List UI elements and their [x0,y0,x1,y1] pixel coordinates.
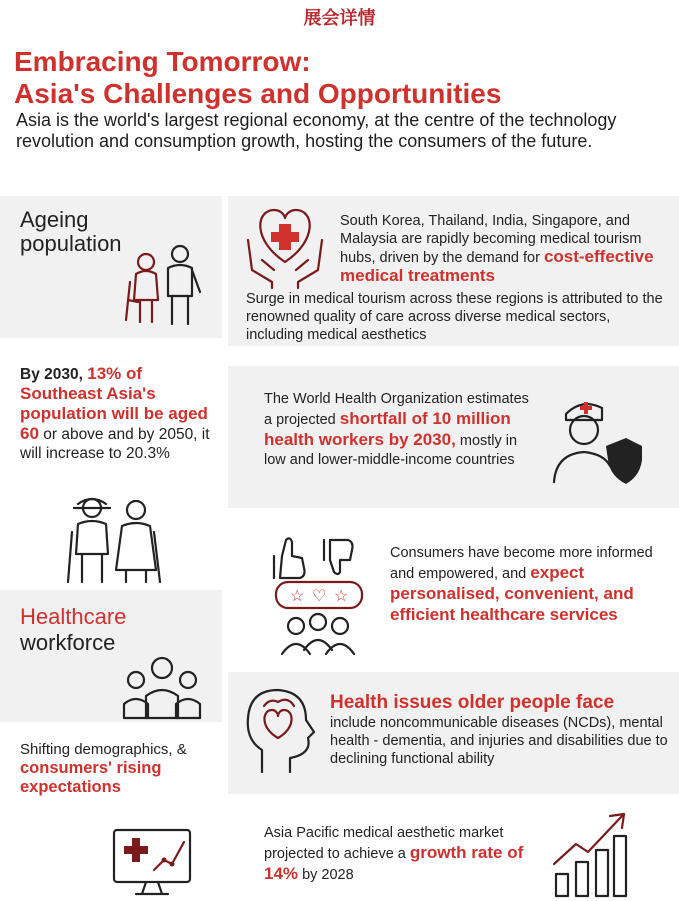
issues-text [330,692,675,768]
consumers-highlight: expect personalised, convenient, and efficient healthcare services [390,563,634,624]
ageing-line-2: population [20,231,122,256]
stat-year: By 2030, [20,366,83,383]
aesthetic-p1: Asia Pacific medical aesthetic market projected to achieve a [264,825,504,862]
consumers-p1: Consumers have become more informed and empowered, and [390,545,653,582]
shifting-text [20,740,210,797]
intro-text: Asia is the world's largest regional economy, at the centre of the technology revolution and consumption growth, hosting the consumers of the future. [16,110,617,151]
ageing-line-1: Ageing [20,207,89,232]
title-line-1: Embracing Tomorrow: [14,46,311,77]
workforce-line-2: workforce [20,630,116,655]
growth-chart-icon [548,806,632,898]
aesthetic-p3: by 2028 [302,867,354,883]
stat-highlight: 13% of Southeast Asia's population will be aged 60 [20,364,208,443]
page-header-title: 展会详情 [303,8,376,29]
issues-title: Health issues older people face [330,692,615,713]
svg-text:☆: ☆ [290,588,305,605]
title-line-2: Asia's Challenges and Opportunities [14,78,502,109]
nurse-shield-icon [548,390,644,486]
elderly-couple-walker-icon [118,240,208,330]
aesthetic-text [264,824,524,885]
issues-p2: include noncommunicable diseases (NCDs), mental health - dementia, and injuries and disabilities due to declining functional ability [330,715,668,767]
aesthetic-highlight: growth rate of 14% [264,843,524,883]
shifting-line-1: Shifting demographics, & [20,741,187,758]
tourism-highlight: cost-effective medical treatments [340,247,654,285]
ageing-title [20,208,122,256]
medical-team-icon [118,650,206,720]
page-title [14,46,501,110]
medical-monitor-icon [110,826,194,898]
who-text [264,390,534,470]
workforce-line-1: Healthcare [20,604,127,629]
workforce-title [20,604,126,656]
heart-hands-icon [242,200,328,290]
who-p3: mostly in low and lower-middle-income countries [264,433,518,468]
shifting-line-2: consumers' rising expectations [20,759,162,796]
stat-rest: or above and by 2050, it will increase to 20.3% [20,426,210,462]
consumers-text [390,544,660,626]
svg-text:♡: ♡ [312,588,327,605]
tourism-p1: South Korea, Thailand, India, Singapore, and Malaysia are rapidly becoming medical tourism hubs, driven by the demand for [340,213,642,266]
tourism-text [340,212,674,286]
head-heart-icon [240,684,318,774]
svg-text:☆: ☆ [334,588,349,605]
feedback-icon [262,530,372,660]
elderly-couple-icon [60,492,170,586]
who-p1: The World Health Organization estimates a projected [264,391,529,428]
tourism-p3: Surge in medical tourism across these regions is attributed to the renowned quality of care across diverse medical sectors, including medical aesthetics [246,291,663,343]
ageing-stat [20,364,210,463]
who-highlight: shortfall of 10 million health workers by 2030, [264,409,511,449]
